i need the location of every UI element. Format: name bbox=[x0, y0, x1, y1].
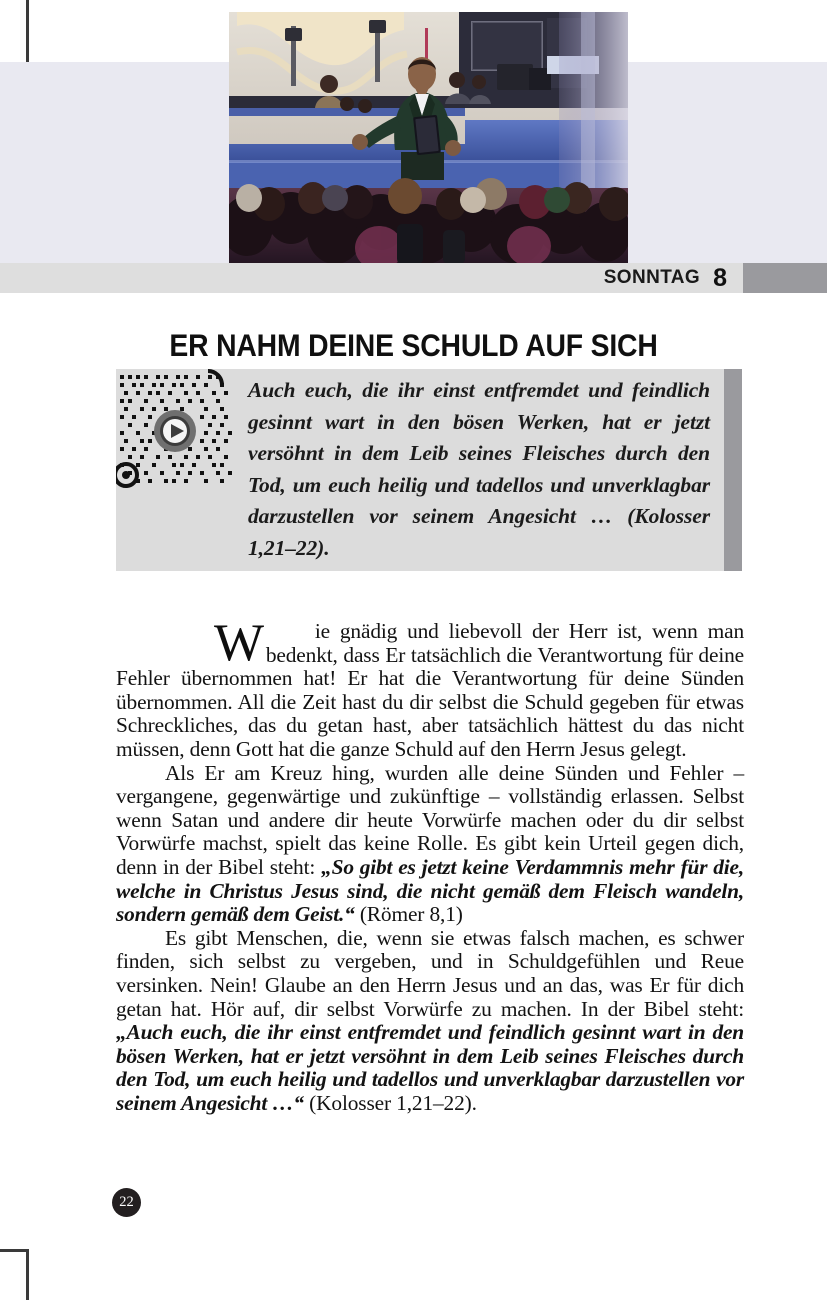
crop-mark-top-left-vertical bbox=[26, 0, 29, 62]
day-header-label-group bbox=[0, 263, 727, 293]
body-paragraph-3-scripture-quote: „Auch euch, die ihr einst entfremdet und feindlich gesinnt wart in den bösen Werken, hat er jetzt versöhnt in dem Leib seines Fleisches durch den Tod, um euch heilig und tadellos und unverklagbar darzustellen vor seinem Angesicht …“ bbox=[116, 1020, 744, 1115]
page-number-badge: 22 bbox=[112, 1188, 141, 1217]
body-paragraph-2-lead: Als Er am Kreuz hing, wurden alle deine Sünden und Fehler – vergangene, gegenwärtige und zukünftige – vollständig erlassen. Selbst wenn Satan und andere dir heute Vorwürfe machen oder du dir selbst Vorwürfe machst, spielt das keine Rolle. Es gibt kein Urteil gegen dich, denn in der Bibel steht: bbox=[116, 760, 744, 879]
scripture-quote-text: Auch euch, die ihr einst entfremdet und feindlich gesinnt wart in den bösen Werken, hat er jetzt versöhnt in dem Leib seines Fleisches durch den Tod, um euch heilig und tadellos und unverklagbar darzustellen vor seinem Angesicht … (Kolosser 1,21–22). bbox=[248, 378, 710, 560]
day-header-bar-accent bbox=[743, 263, 827, 293]
body-paragraph-3-reference: (Kolosser 1,21–22). bbox=[303, 1090, 477, 1115]
body-paragraph-3 bbox=[116, 927, 744, 1116]
body-paragraph-2 bbox=[116, 762, 744, 927]
scripture-quote-box bbox=[116, 369, 742, 571]
crop-mark-bottom-left-vertical bbox=[26, 1252, 29, 1300]
scripture-box-accent-bar bbox=[724, 369, 742, 571]
day-number-label: 8 bbox=[713, 263, 727, 292]
article-body bbox=[116, 614, 744, 1115]
body-paragraph-1 bbox=[116, 614, 744, 762]
hero-photo-illustration bbox=[229, 12, 628, 264]
body-paragraph-2-scripture-quote: „So gibt es jetzt keine Verdammnis mehr für die, welche in Christus Jesus sind, die nicht gemäß dem Fleisch wandeln, sondern gemäß dem Geist.“ bbox=[116, 854, 744, 927]
body-paragraph-1-text: ie gnädig und liebevoll der Herr ist, wenn man bedenkt, dass Er tatsächlich die Verantwortung für deine Fehler übernommen hat! Er hat die Verantwortung für deine Sünden übernommen. All die Zeit hast du dir selbst die Schuld gegeben für etwas Schreckliches, das du getan hast, aber tatsächlich hättest du das nicht müssen, denn Gott hat die ganze Schuld auf den Herrn Jesus gelegt. bbox=[116, 619, 744, 761]
hero-photo bbox=[229, 12, 628, 264]
day-name-label: SONNTAG bbox=[603, 267, 701, 288]
qr-code-icon[interactable] bbox=[116, 369, 234, 494]
body-paragraph-2-reference: (Römer 8,1) bbox=[354, 902, 463, 927]
play-button-icon bbox=[154, 410, 196, 452]
body-paragraph-3-lead: Es gibt Menschen, die, wenn sie etwas falsch machen, es schwer finden, sich selbst zu vergeben, und in Schuldgefühlen und Reue versinken. Nein! Glaube an den Herrn Jesus und an das, was Er für dich getan hat. Hör auf, dir selbst Vorwürfe zu machen. In der Bibel steht: bbox=[116, 925, 744, 1021]
page-title: ER NAHM DEINE SCHULD AUF SICH bbox=[169, 327, 658, 364]
crop-mark-bottom-left-horizontal bbox=[0, 1249, 29, 1252]
qr-code-graphic bbox=[116, 369, 234, 494]
drop-cap: W bbox=[214, 614, 264, 672]
